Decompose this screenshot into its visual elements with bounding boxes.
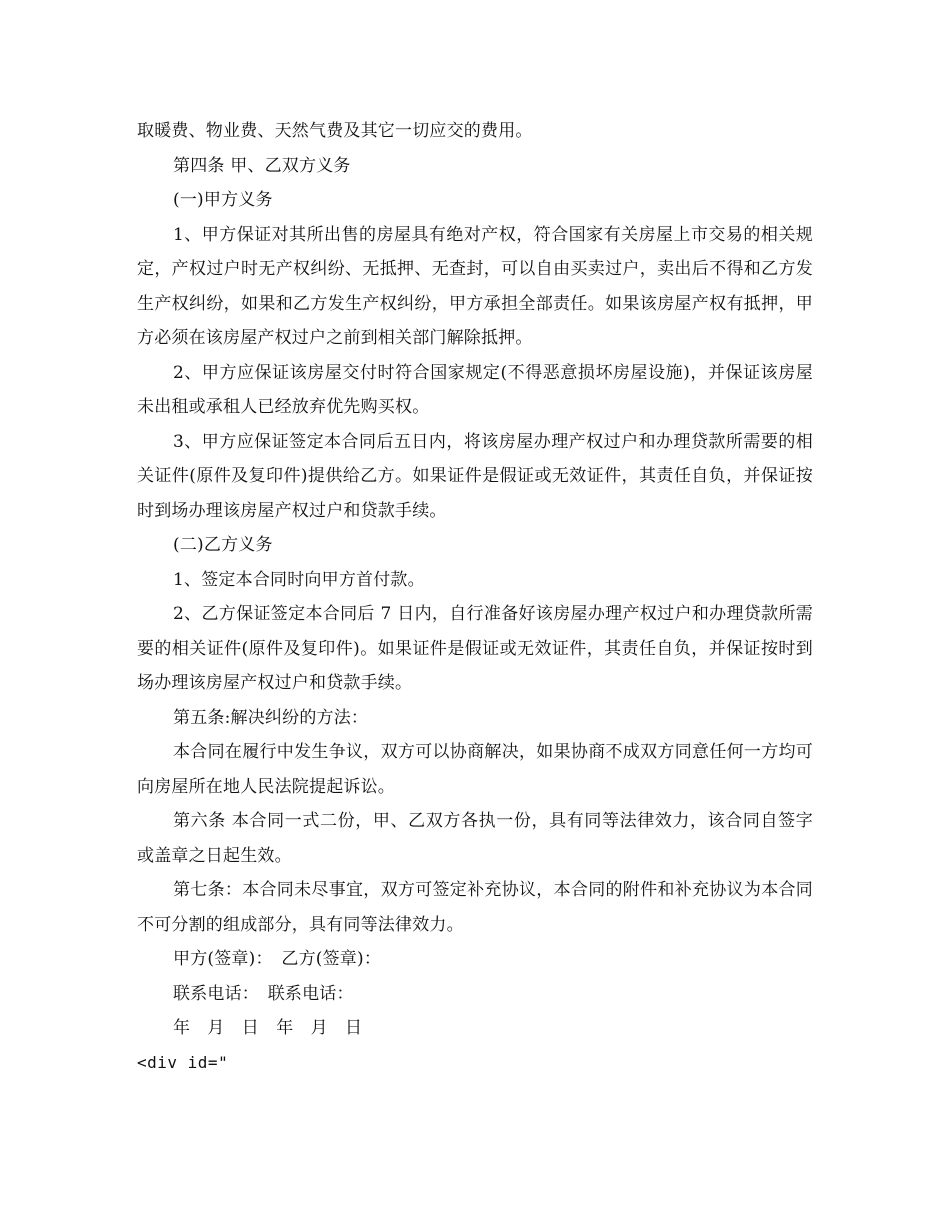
paragraph-fee-continuation: 取暖费、物业费、天然气费及其它一切应交的费用。 bbox=[137, 121, 533, 141]
dispute-resolution-text: 本合同在履行中发生争议，双方可以协商解决，如果协商不成双方同意任何一方均可向房屋所在地人民法院提起诉讼。 bbox=[137, 742, 813, 797]
party-b-obligation-1: 1、签定本合同时向甲方首付款。 bbox=[173, 569, 425, 590]
signature-line: 甲方(签章)： 乙方(签章)： bbox=[173, 949, 382, 969]
contact-phone-line: 联系电话： 联系电话： bbox=[173, 983, 354, 1004]
document-body bbox=[137, 114, 813, 1080]
party-a-obligation-3: 3、甲方应保证签定本合同后五日内，将该房屋办理产权过户和办理贷款所需要的相关证件(原件及复印件)提供给乙方。如果证件是假证或无效证件，其责任自负，并保证按时到场办理该房屋产权过户和贷款手续。 bbox=[137, 431, 813, 521]
party-a-obligation-1: 1、甲方保证对其所出售的房屋具有绝对产权，符合国家有关房屋上市交易的相关规定，产权过户时无产权纠纷、无抵押、无查封，可以自由买卖过户，卖出后不得和乙方发生产权纠纷，如果和乙方发生产权纠纷，甲方承担全部责任。如果该房屋产权有抵押，甲方必须在该房屋产权过户之前到相关部门解除抵押。 bbox=[137, 224, 813, 348]
leftover-markup-text: <div id=" bbox=[137, 1052, 229, 1072]
article-4-heading: 第四条 甲、乙双方义务 bbox=[173, 155, 351, 176]
article-5-heading: 第五条:解决纠纷的方法： bbox=[173, 707, 369, 728]
article-7-text: 第七条：本合同未尽事宜，双方可签定补充协议，本合同的附件和补充协议为本合同不可分割的组成部分，具有同等法律效力。 bbox=[137, 880, 813, 935]
party-a-obligation-2: 2、甲方应保证该房屋交付时符合国家规定(不得恶意损坏房屋设施)，并保证该房屋未出租或承租人已经放弃优先购买权。 bbox=[137, 362, 813, 417]
party-b-obligations-heading: (二)乙方义务 bbox=[173, 535, 273, 555]
party-b-obligation-2: 2、乙方保证签定本合同后 7 日内，自行准备好该房屋办理产权过户和办理贷款所需要的相关证件(原件及复印件)。如果证件是假证或无效证件，其责任自负，并保证按时到场办理该房屋产权过户和贷款手续。 bbox=[137, 604, 813, 693]
article-6-text: 第六条 本合同一式二份，甲、乙双方各执一份，具有同等法律效力，该合同自签字或盖章之日起生效。 bbox=[137, 811, 813, 866]
party-a-obligations-heading: (一)甲方义务 bbox=[173, 190, 273, 210]
date-line: 年 月 日 年 月 日 bbox=[173, 1018, 363, 1038]
